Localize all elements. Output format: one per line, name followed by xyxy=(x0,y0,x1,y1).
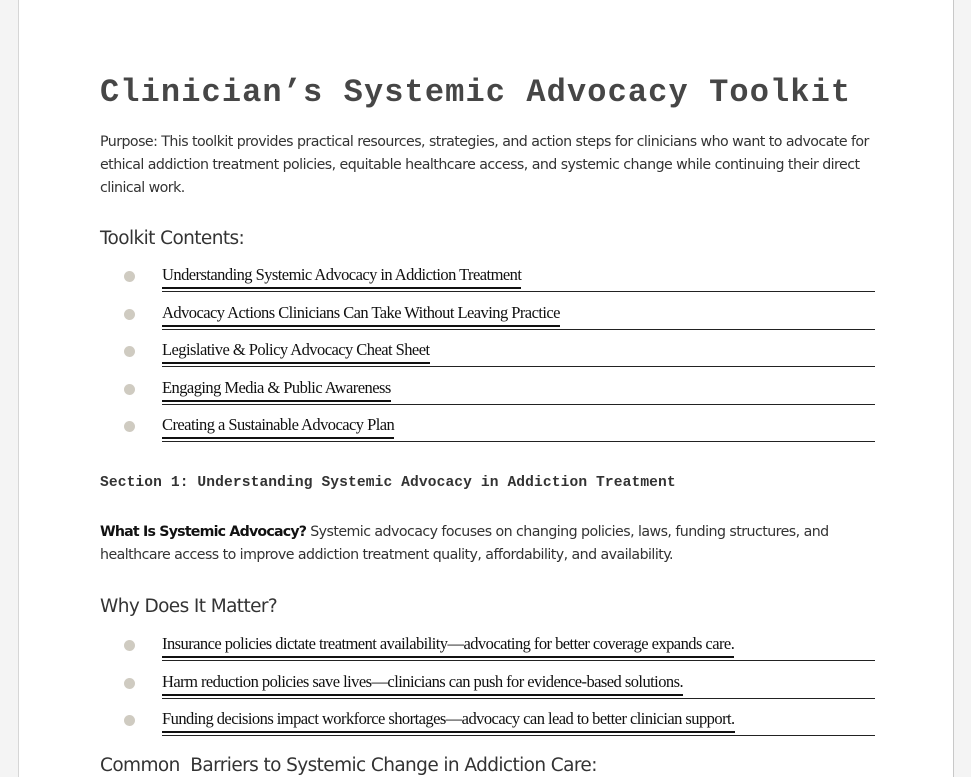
bullet-icon xyxy=(124,421,135,432)
list-item xyxy=(100,263,875,301)
list-item xyxy=(100,338,875,376)
list-item xyxy=(100,413,875,451)
bullet-icon xyxy=(124,640,135,651)
purpose-paragraph: Purpose: This toolkit provides practical resources, strategies, and action steps for clinicians who want to advocate for ethical addiction treatment policies, equitable healthcare access, and systemic change while continuing their direct clinical work. xyxy=(100,134,869,196)
barriers-heading: Common Barriers to Systemic Change in Addiction Care: xyxy=(100,755,597,776)
toc-link[interactable]: Understanding Systemic Advocacy in Addiction Treatment xyxy=(162,265,521,289)
what-is-text: Systemic advocacy focuses on changing policies, laws, funding structures, and healthcare access to improve addiction treatment quality, affordability, and availability. xyxy=(100,524,829,563)
toc-link[interactable]: Advocacy Actions Clinicians Can Take Without Leaving Practice xyxy=(162,303,560,327)
divider xyxy=(162,441,875,442)
divider xyxy=(162,698,875,699)
toc-link[interactable]: Creating a Sustainable Advocacy Plan xyxy=(162,415,394,439)
list-item xyxy=(100,301,875,339)
bullet-icon xyxy=(124,346,135,357)
why-item-text: Harm reduction policies save lives—clinicians can push for evidence-based solutions. xyxy=(162,672,683,696)
bullet-icon xyxy=(124,384,135,395)
toolkit-contents-list xyxy=(100,263,875,451)
divider xyxy=(162,366,875,367)
toolkit-contents-heading: Toolkit Contents: xyxy=(100,228,245,249)
bullet-icon xyxy=(124,271,135,282)
bullet-icon xyxy=(124,309,135,320)
what-is-paragraph xyxy=(100,521,880,567)
list-item xyxy=(100,707,875,745)
divider xyxy=(162,329,875,330)
list-item xyxy=(100,632,875,670)
why-list xyxy=(100,632,875,745)
why-item-text: Funding decisions impact workforce shortages—advocacy can lead to better clinician support. xyxy=(162,709,735,733)
bullet-icon xyxy=(124,678,135,689)
divider xyxy=(162,735,875,736)
divider xyxy=(162,404,875,405)
why-item-text: Insurance policies dictate treatment availability—advocating for better coverage expands care. xyxy=(162,634,734,658)
toc-link[interactable]: Engaging Media & Public Awareness xyxy=(162,378,391,402)
why-heading: Why Does It Matter? xyxy=(100,596,278,617)
list-item xyxy=(100,376,875,414)
bullet-icon xyxy=(124,715,135,726)
section-1-heading: Section 1: Understanding Systemic Advocacy in Addiction Treatment xyxy=(100,475,676,491)
divider xyxy=(162,291,875,292)
document-page xyxy=(18,0,954,777)
what-is-label: What Is Systemic Advocacy? xyxy=(100,524,307,540)
toc-link[interactable]: Legislative & Policy Advocacy Cheat Sheet xyxy=(162,340,430,364)
divider xyxy=(162,660,875,661)
list-item xyxy=(100,670,875,708)
page-title: Clinician’s Systemic Advocacy Toolkit xyxy=(100,74,852,111)
